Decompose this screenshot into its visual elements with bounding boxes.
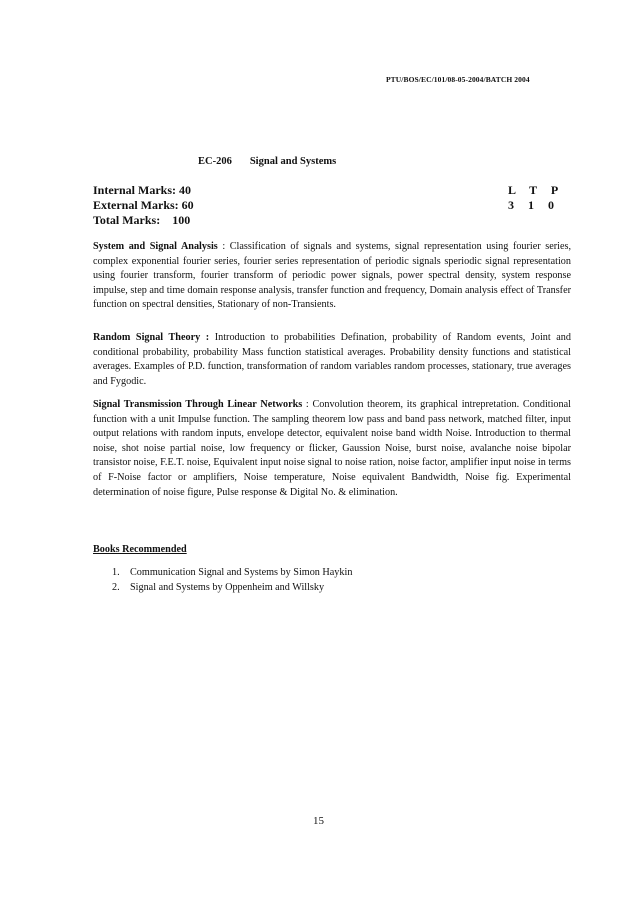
section-text: Classification of signals and systems, signal representation using fourier series, complex exponential fourier series, fourier series representation of periodic signals speriodic signal representation using fourier transform, fourier transform of periodic power signals, power spectral density, system response impulse, step and time domain response analysis, transfer function and frequency, Domain analysis effect of Transfer function on spectral densities, Stationary of non-Transients. [93,241,571,311]
section-signal-transmission [93,398,571,500]
book-title: Signal and Systems by Oppenheim and Willsky [130,581,325,593]
marks-block [93,183,194,228]
section-heading: Random Signal Theory : [93,332,210,343]
ltp-header: L T P [508,183,559,197]
course-code: EC-206 [198,156,232,167]
section-text: Convolution theorem, its graphical intrepretation. Conditional function with a unit Impulse function. The sampling theorem low pass and band pass network, matched filter, input output relations with random inputs, envelope detector, equivalent noise band width Noise. Introduction to thermal noise, shot noise partial noise, low frequency or flicker, Gaussion Noise, burst noise, avalanche noise bipolar transistor noise, F.E.T. noise, Equivalent input noise signal to noise ration, noise factor, amplifier input noise in terms of F-Noise factor or amplifiers, Noise temperature, Noise equivalent Bandwidth, Noise fig. Experimental determination of noise figure, Pulse response & Digital No. & elimination. [93,399,571,498]
books-list [112,566,352,595]
book-item [112,581,352,596]
ltp-block [508,183,558,213]
course-title: Signal and Systems [249,156,337,167]
section-heading: System and Signal Analysis [93,241,218,252]
book-title: Communication Signal and Systems by Simon Haykin [130,567,353,578]
book-number: 1. [112,567,120,578]
ltp-values: 3 1 0 [508,198,554,212]
total-marks: Total Marks: 100 [93,213,191,227]
section-random-signal-theory [93,331,571,389]
book-item [112,566,352,581]
books-recommended-heading: Books Recommended [93,544,187,555]
page-number: 15 [313,815,324,827]
external-marks: External Marks: 60 [93,198,194,212]
section-text: Introduction to probabilities Defination, probability of Random events, Joint and conditional probability, probability Mass function statistical averages. Probability density functions and statistical averages. Examples of P.D. function, transformation of random variables random processes, stationary, true averages and Fygodic. [93,332,571,387]
internal-marks: Internal Marks: 40 [93,183,191,197]
section-system-signal-analysis [93,240,571,313]
book-number: 2. [112,581,120,593]
section-heading: Signal Transmission Through Linear Networks [93,399,303,410]
section-separator: : [302,399,313,410]
document-reference: PTU/BOS/EC/101/08-05-2004/BATCH 2004 [386,75,530,84]
section-separator: : [217,241,230,252]
course-heading [198,156,336,167]
